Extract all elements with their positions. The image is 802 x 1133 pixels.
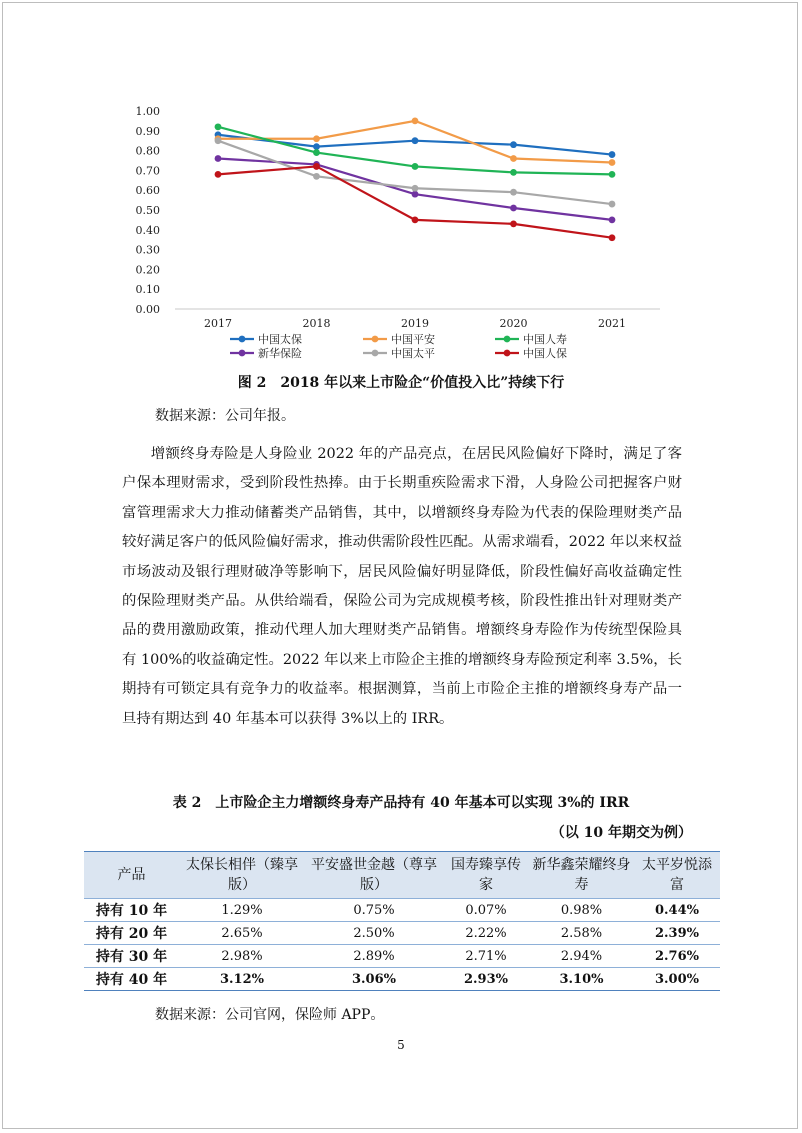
table-cell: 2.76% — [634, 945, 720, 968]
table-cell: 2.50% — [305, 922, 443, 945]
table-cell: 3.06% — [305, 968, 443, 991]
figure-source: 数据来源：公司年报。 — [155, 408, 295, 424]
table-cell: 3.12% — [179, 968, 305, 991]
y-tick-label: 0.10 — [135, 283, 160, 297]
legend-label: 中国平安 — [391, 333, 435, 346]
table-header-cell: 平安盛世金越（尊享版） — [305, 852, 443, 899]
table-cell: 0.44% — [634, 899, 720, 922]
legend-marker — [372, 336, 379, 343]
data-point — [510, 155, 517, 162]
row-label: 持有 40 年 — [84, 968, 179, 991]
table-cell: 2.98% — [179, 945, 305, 968]
table-cell: 2.39% — [634, 922, 720, 945]
data-point — [510, 189, 517, 196]
data-point — [609, 217, 616, 224]
line-chart — [130, 100, 690, 362]
data-point — [313, 149, 320, 156]
x-tick-label: 2018 — [302, 317, 331, 330]
y-tick-label: 0.70 — [135, 164, 160, 178]
table-cell: 1.29% — [179, 899, 305, 922]
table-cell: 0.75% — [305, 899, 443, 922]
data-point — [215, 171, 222, 178]
table-header-cell: 新华鑫荣耀终身寿 — [529, 852, 634, 899]
data-point — [609, 151, 616, 158]
data-point — [412, 137, 419, 144]
data-point — [412, 118, 419, 125]
data-point — [215, 123, 222, 130]
data-point — [215, 137, 222, 144]
page-number: 5 — [397, 1038, 405, 1052]
row-label: 持有 30 年 — [84, 945, 179, 968]
table-cell: 2.89% — [305, 945, 443, 968]
legend-marker — [504, 336, 511, 343]
y-tick-label: 0.20 — [135, 263, 160, 277]
data-point — [609, 201, 616, 208]
data-point — [609, 171, 616, 178]
data-point — [609, 159, 616, 166]
data-point — [313, 163, 320, 170]
data-point — [313, 143, 320, 150]
table-cell: 3.00% — [634, 968, 720, 991]
table-cell: 2.71% — [443, 945, 529, 968]
legend-label: 中国太平 — [391, 347, 435, 360]
series-line — [218, 166, 612, 237]
data-point — [412, 217, 419, 224]
table-cell: 0.07% — [443, 899, 529, 922]
table-header-row — [84, 852, 720, 899]
data-point — [313, 173, 320, 180]
x-tick-label: 2021 — [598, 317, 626, 330]
table-cell: 2.93% — [443, 968, 529, 991]
table-title: 表 2 上市险企主力增额终身寿产品持有 40 年基本可以实现 3%的 IRR — [172, 795, 630, 811]
legend-label: 中国人寿 — [523, 333, 567, 346]
data-point — [412, 163, 419, 170]
data-point — [510, 141, 517, 148]
table-header-cell: 产品 — [84, 852, 179, 899]
data-point — [510, 205, 517, 212]
y-tick-label: 1.00 — [135, 105, 160, 118]
y-tick-label: 0.40 — [135, 223, 160, 237]
irr-table — [84, 851, 720, 991]
y-tick-label: 0.90 — [135, 124, 160, 138]
table-cell: 0.98% — [529, 899, 634, 922]
data-point — [510, 169, 517, 176]
y-tick-label: 0.30 — [135, 243, 160, 257]
legend-label: 中国太保 — [258, 333, 302, 346]
table-note: （以 10 年期交为例） — [550, 825, 692, 841]
data-point — [313, 135, 320, 142]
table-row — [84, 922, 720, 945]
table-header-cell: 国寿臻享传家 — [443, 852, 529, 899]
table-row — [84, 968, 720, 991]
table-header-cell: 太平岁悦添富 — [634, 852, 720, 899]
figure-caption: 图 2 2018 年以来上市险企“价值投入比”持续下行 — [237, 375, 565, 391]
table-cell: 2.58% — [529, 922, 634, 945]
legend-marker — [239, 336, 246, 343]
x-tick-label: 2019 — [401, 317, 429, 330]
body-paragraph: 增额终身寿险是人身险业 2022 年的产品亮点，在居民风险偏好下降时，满足了客户保本理财需求，受到阶段性热捧。由于长期重疾险需求下滑，人身险公司把握客户财富管理需求大力推动储蓄类产品销售，其中，以增额终身寿险为代表的保险理财类产品较好满足客户的低风险偏好需求，推动供需阶段性匹配。从需求端看，2022 年以来权益市场波动及银行理财破净等影响下，居民风险偏好明显降低，阶段性偏好高收益确定性的保险理财类产品。从供给端看，保险公司为完成规模考核，阶段性推出针对理财类产品的费用激励政策，推动代理人加大理财类产品销售。增额终身寿险作为传统型保险具有 100%的收益确定性。2022 年以来上市险企主推的增额终身寿险预定利率 3.5%，长期持有可锁定具有竞争力的收益率。根据测算，当前上市险企主推的增额终身寿产品一旦持有期达到 40 年基本可以获得 3%以上的 IRR。 — [122, 446, 682, 727]
table-row — [84, 945, 720, 968]
row-label: 持有 10 年 — [84, 899, 179, 922]
data-point — [412, 185, 419, 192]
table-row — [84, 899, 720, 922]
legend-label: 新华保险 — [258, 347, 302, 360]
table-cell: 3.10% — [529, 968, 634, 991]
body-text — [122, 440, 682, 734]
table-cell: 2.65% — [179, 922, 305, 945]
table-source: 数据来源：公司官网，保险师 APP。 — [155, 1007, 385, 1023]
legend-marker — [239, 350, 246, 357]
data-point — [412, 191, 419, 198]
legend-marker — [372, 350, 379, 357]
y-tick-label: 0.50 — [135, 204, 160, 217]
y-tick-label: 0.80 — [135, 144, 160, 158]
data-point — [215, 155, 222, 162]
x-tick-label: 2020 — [499, 317, 528, 330]
data-point — [609, 234, 616, 241]
legend-label: 中国人保 — [523, 347, 567, 360]
table-cell: 2.22% — [443, 922, 529, 945]
row-label: 持有 20 年 — [84, 922, 179, 945]
y-tick-label: 0.00 — [135, 303, 160, 316]
y-tick-label: 0.60 — [135, 184, 160, 198]
x-tick-label: 2017 — [204, 317, 232, 330]
legend-marker — [504, 350, 511, 357]
table-cell: 2.94% — [529, 945, 634, 968]
table-header-cell: 太保长相伴（臻享版） — [179, 852, 305, 899]
data-point — [510, 220, 517, 227]
